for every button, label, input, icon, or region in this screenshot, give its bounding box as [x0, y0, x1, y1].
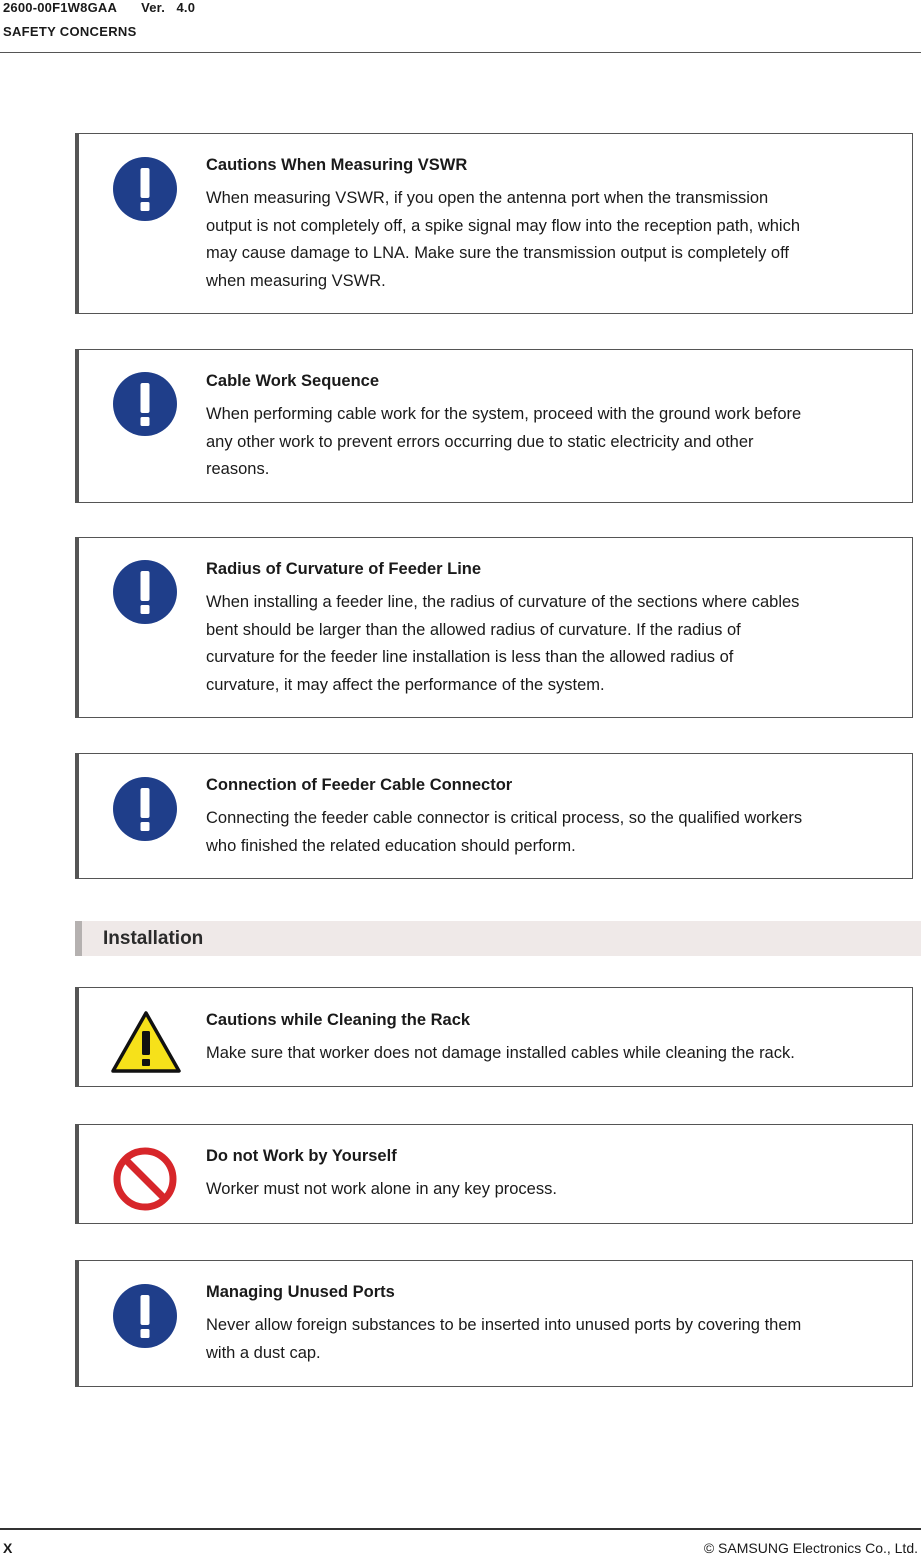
- section-header: SAFETY CONCERNS: [3, 24, 137, 39]
- notice-body: [206, 805, 882, 860]
- caution-exclamation-icon: [112, 371, 178, 437]
- warning-triangle-icon: [111, 1011, 181, 1073]
- notice-body: [206, 401, 882, 484]
- notice-box-unused-ports: [75, 1260, 913, 1387]
- notice-line: who finished the related education should perform.: [206, 836, 576, 855]
- document-id-header: [3, 0, 195, 15]
- notice-box-feeder-connector: [75, 753, 913, 879]
- notice-line: may cause damage to LNA. Make sure the transmission output is completely off: [206, 244, 789, 262]
- notice-line: When measuring VSWR, if you open the antenna port when the transmission: [206, 189, 769, 207]
- section-heading-bar: [75, 921, 921, 956]
- notice-box-vswr: [75, 133, 913, 314]
- notice-box-cable-work: [75, 349, 913, 503]
- notice-title: Managing Unused Ports: [206, 1283, 395, 1301]
- notice-title: Connection of Feeder Cable Connector: [206, 776, 513, 794]
- section-heading: Installation: [103, 928, 204, 949]
- notice-box-work-alone: [75, 1124, 913, 1224]
- notice-box-feeder-radius: [75, 537, 913, 718]
- notice-line: Never allow foreign substances to be inserted into unused ports by covering them: [206, 1316, 802, 1334]
- notice-body: [206, 589, 882, 699]
- notice-line: any other work to prevent errors occurring due to static electricity and other: [206, 432, 754, 451]
- notice-line: output is not completely off, a spike signal may flow into the reception path, which: [206, 216, 801, 235]
- notice-line: Worker must not work alone in any key process.: [206, 1180, 557, 1198]
- notice-title: Cable Work Sequence: [206, 372, 380, 390]
- notice-line: when measuring VSWR.: [206, 271, 386, 290]
- caution-exclamation-icon: [112, 559, 178, 625]
- notice-body: [206, 1176, 882, 1204]
- footer-divider: [0, 1528, 921, 1530]
- prohibition-icon: [112, 1146, 178, 1212]
- page-number: X: [3, 1540, 13, 1556]
- caution-exclamation-icon: [112, 1283, 178, 1349]
- notice-body: [206, 1312, 882, 1367]
- notice-title: Cautions When Measuring VSWR: [206, 156, 468, 174]
- notice-box-cleaning-rack: [75, 987, 913, 1087]
- notice-line: bent should be larger than the allowed radius of curvature. If the radius of: [206, 620, 741, 639]
- caution-exclamation-icon: [112, 156, 178, 222]
- notice-line: Make sure that worker does not damage installed cables while cleaning the rack.: [206, 1044, 795, 1062]
- document-id: 2600-00F1W8GAA: [3, 0, 118, 15]
- document-version: Ver. 4.0: [141, 0, 196, 15]
- notice-line: When installing a feeder line, the radius of curvature of the sections where cables: [206, 593, 800, 611]
- notice-line: When performing cable work for the system, proceed with the ground work before: [206, 405, 802, 423]
- notice-title: Cautions while Cleaning the Rack: [206, 1011, 471, 1029]
- notice-line: Connecting the feeder cable connector is critical process, so the qualified workers: [206, 809, 803, 827]
- notice-line: curvature for the feeder line installation is less than the allowed radius of: [206, 648, 734, 666]
- notice-body: [206, 1040, 882, 1068]
- caution-exclamation-icon: [112, 776, 178, 842]
- notice-body: [206, 185, 882, 295]
- notice-title: Do not Work by Yourself: [206, 1147, 397, 1165]
- copyright: © SAMSUNG Electronics Co., Ltd.: [703, 1540, 918, 1556]
- notice-line: reasons.: [206, 460, 270, 478]
- header-divider: [0, 52, 921, 53]
- notice-line: curvature, it may affect the performance of the system.: [206, 675, 605, 694]
- notice-line: with a dust cap.: [206, 1343, 321, 1362]
- notice-title: Radius of Curvature of Feeder Line: [206, 560, 482, 578]
